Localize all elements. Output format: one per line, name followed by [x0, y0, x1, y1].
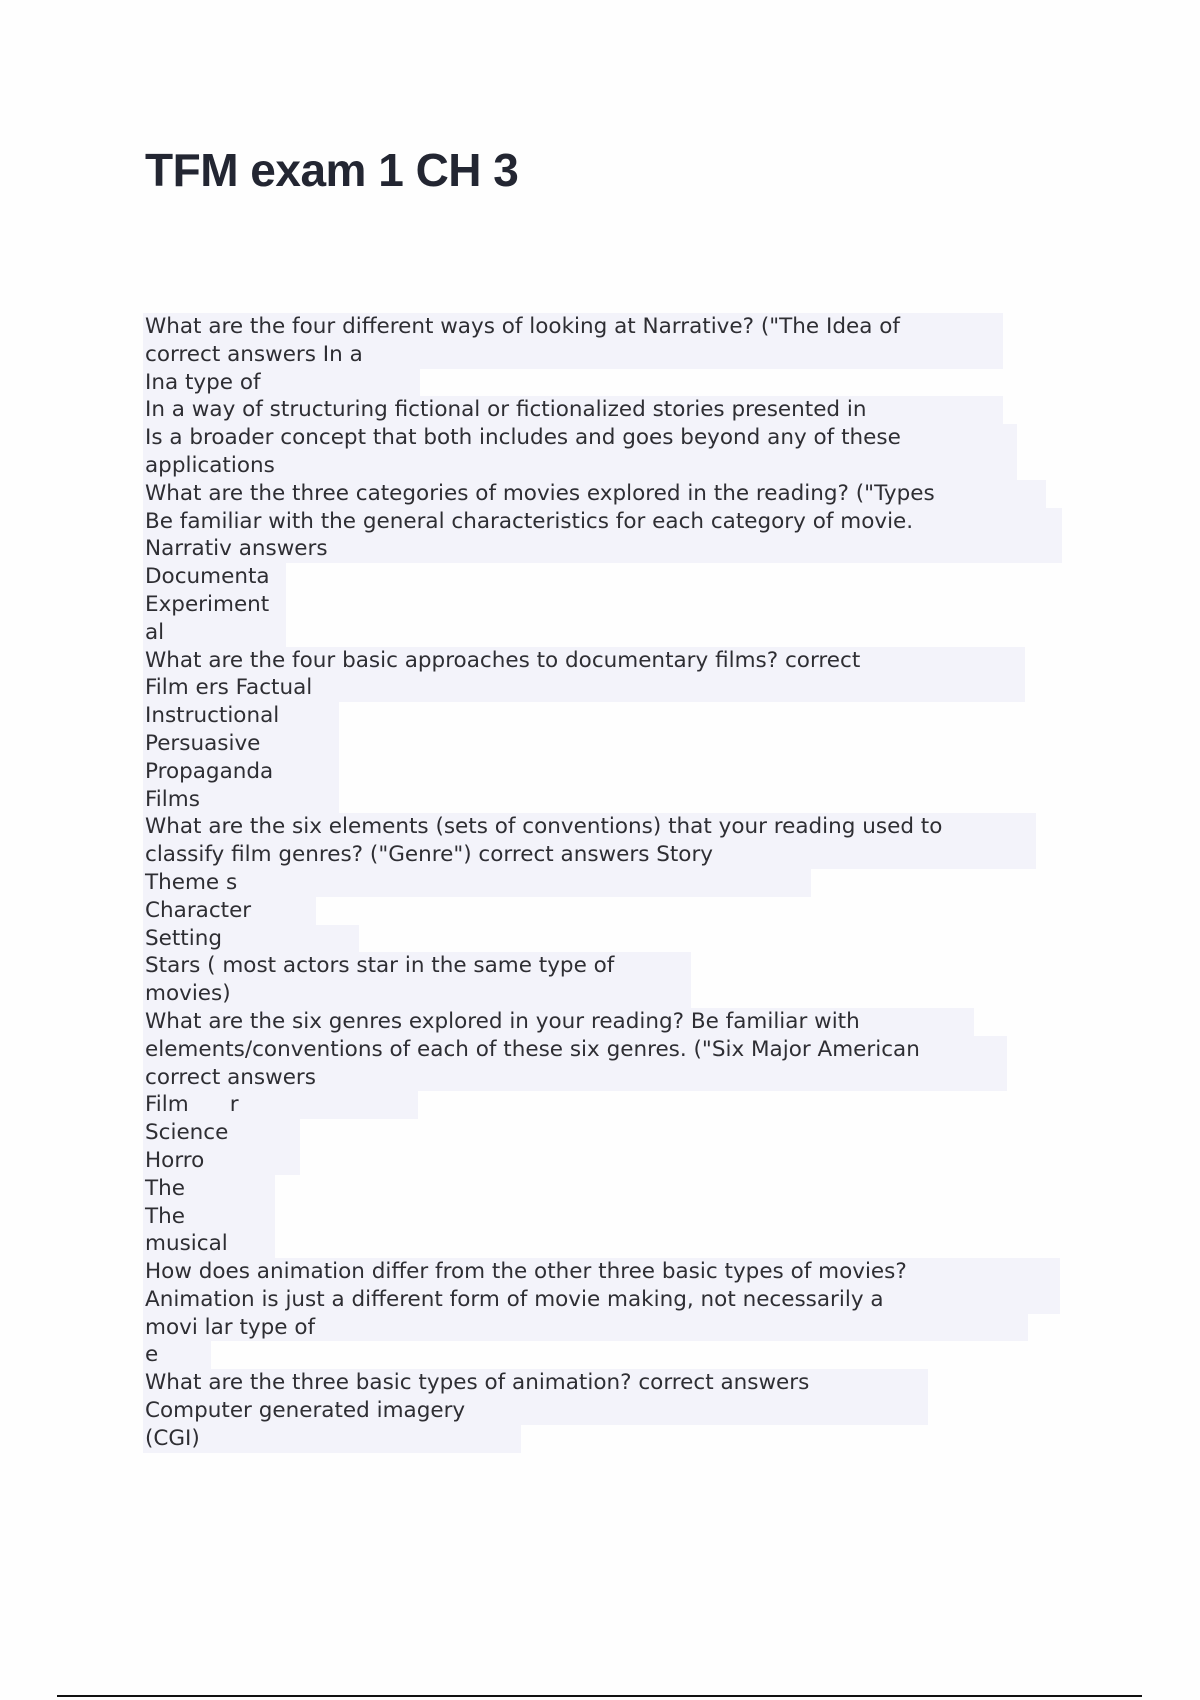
- document-body: [143, 313, 1062, 1453]
- text-line: Instructional: [143, 702, 339, 730]
- text-line: Films: [143, 786, 339, 814]
- text-line: (CGI): [143, 1425, 521, 1453]
- page-bottom-rule: [57, 1695, 1142, 1697]
- text-line: Horro: [143, 1147, 300, 1175]
- text-line: Theme s: [143, 869, 811, 897]
- text-line: Stars ( most actors star in the same type of: [143, 952, 691, 980]
- text-line: Experiment: [143, 591, 286, 619]
- text-line: What are the four different ways of looking at Narrative? ("The Idea of: [143, 313, 1003, 341]
- text-line: Animation is just a different form of movie making, not necessarily a: [143, 1286, 1060, 1314]
- text-line: Setting: [143, 925, 359, 953]
- text-line: In a way of structuring fictional or fictionalized stories presented in: [143, 396, 1003, 424]
- text-line: Computer generated imagery: [143, 1397, 928, 1425]
- text-line: What are the three categories of movies explored in the reading? ("Types: [143, 480, 1046, 508]
- text-line: Documenta: [143, 563, 286, 591]
- text-line: Narrativ answers: [143, 535, 1062, 563]
- text-line: Science: [143, 1119, 300, 1147]
- text-line: movies): [143, 980, 691, 1008]
- text-line: classify film genres? ("Genre") correct answers Story: [143, 841, 1036, 869]
- text-line: What are the six genres explored in your reading? Be familiar with: [143, 1008, 974, 1036]
- text-line: The: [143, 1203, 275, 1231]
- text-line: al: [143, 619, 286, 647]
- text-line: musical: [143, 1230, 275, 1258]
- text-line: The: [143, 1175, 275, 1203]
- text-line: correct answers In a: [143, 341, 1003, 369]
- text-line: Film ers Factual: [143, 674, 1025, 702]
- text-line: Ina type of: [143, 369, 420, 397]
- text-line: Propaganda: [143, 758, 339, 786]
- text-line: Film r: [143, 1091, 418, 1119]
- text-line: applications: [143, 452, 1017, 480]
- text-line: movi lar type of: [143, 1314, 1028, 1342]
- text-line: Is a broader concept that both includes and goes beyond any of these: [143, 424, 1017, 452]
- text-line: How does animation differ from the other three basic types of movies?: [143, 1258, 1060, 1286]
- text-line: What are the three basic types of animation? correct answers: [143, 1369, 928, 1397]
- text-line: What are the six elements (sets of conventions) that your reading used to: [143, 813, 1036, 841]
- text-line: correct answers: [143, 1064, 1007, 1092]
- text-line: Character: [143, 897, 316, 925]
- text-line: elements/conventions of each of these six genres. ("Six Major American: [143, 1036, 1007, 1064]
- text-line: What are the four basic approaches to documentary films? correct: [143, 647, 1025, 675]
- text-line: e: [143, 1341, 211, 1369]
- text-line: Persuasive: [143, 730, 339, 758]
- document-title: TFM exam 1 CH 3: [145, 144, 519, 196]
- text-line: Be familiar with the general characteristics for each category of movie.: [143, 508, 1062, 536]
